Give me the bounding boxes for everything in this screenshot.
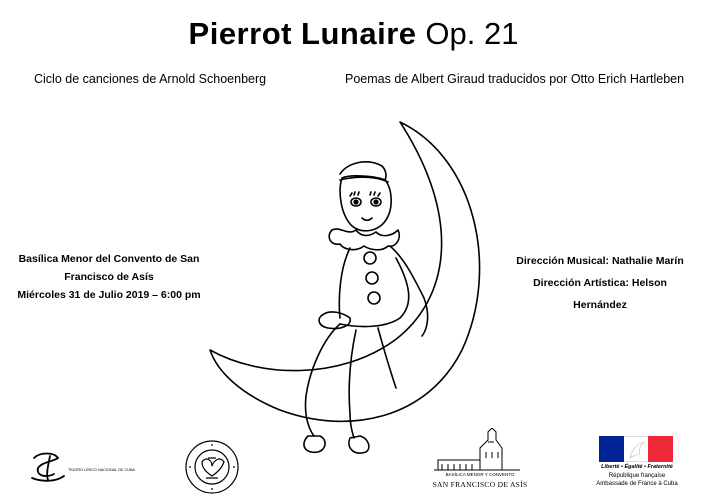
marianne-profile-icon bbox=[626, 440, 650, 460]
poster-title bbox=[0, 14, 707, 54]
title-main: Pierrot Lunaire bbox=[188, 16, 417, 51]
logo-teatro-text: TEATRO LÍRICO NACIONAL DE CUBA bbox=[68, 468, 136, 472]
convent-tower-icon bbox=[430, 428, 530, 472]
venue-date: Miércoles 31 de Julio 2019 – 6:00 pm bbox=[17, 289, 201, 301]
subtitle-composer: Ciclo de canciones de Arnold Schoenberg bbox=[34, 72, 267, 86]
logo-teatro-lirico bbox=[28, 448, 158, 488]
credits-info bbox=[505, 250, 695, 316]
logo-france-motto: Liberté • Égalité • Fraternité bbox=[601, 464, 673, 470]
logo-france-embassy bbox=[596, 436, 678, 494]
credit-musical-direction: Dirección Musical: Nathalie Marín bbox=[516, 255, 684, 267]
logo-oficina-historiador bbox=[182, 438, 242, 496]
credit-artistic-direction: Dirección Artística: Helson Hernández bbox=[533, 277, 667, 311]
oficina-seal-icon bbox=[182, 438, 242, 496]
venue-line-1: Basílica Menor del Convento de San bbox=[18, 253, 200, 265]
title-opus: Op. 21 bbox=[425, 16, 519, 51]
logo-france-republic: République française bbox=[608, 473, 666, 479]
teatro-monogram-icon bbox=[28, 448, 68, 484]
venue-line-2: Francisco de Asís bbox=[64, 271, 154, 283]
logo-sanfran-subtitle: BASÍLICA MENOR Y CONVENTO bbox=[445, 472, 515, 477]
crescent-moon-icon bbox=[210, 122, 480, 421]
logo-sanfran-name: SAN FRANCISCO DE ASÍS bbox=[432, 480, 528, 489]
logo-france-embassy-text: Ambassade de France à Cuba bbox=[596, 481, 678, 487]
subtitle-poems: Poemas de Albert Giraud traducidos por Otto Erich Hartleben bbox=[345, 72, 685, 86]
pierrot-moon-illustration bbox=[200, 118, 500, 468]
logo-san-francisco bbox=[430, 428, 530, 494]
venue-info bbox=[14, 250, 204, 304]
